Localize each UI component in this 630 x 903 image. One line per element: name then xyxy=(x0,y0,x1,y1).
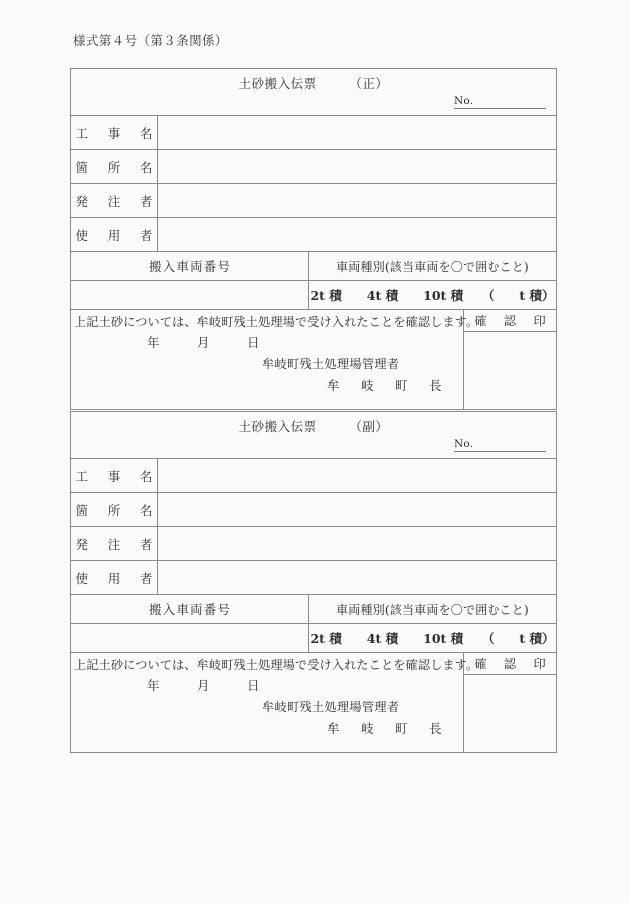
field-row-user xyxy=(71,561,556,595)
label-vehicle-number: 搬入車両番号 xyxy=(71,595,309,623)
confirmation-text-block xyxy=(71,653,479,752)
field-row-construction-name xyxy=(71,116,556,150)
value-user[interactable] xyxy=(158,218,556,251)
confirmation-text-block xyxy=(71,310,479,409)
label-user: 使 用 者 xyxy=(71,561,158,594)
field-row-orderer xyxy=(71,527,556,561)
confirmation-row xyxy=(71,653,556,752)
form-number-heading: 様式第４号（第３条関係） xyxy=(73,33,228,48)
slip-copy xyxy=(70,411,557,753)
confirmation-row xyxy=(71,310,556,409)
vehicle-header-row xyxy=(71,595,556,624)
confirmation-mayor-title: 牟 岐 町 長 xyxy=(327,378,447,393)
label-construction-name: 工 事 名 xyxy=(71,116,158,149)
slip-title: 土砂搬入伝票 （副） xyxy=(238,419,389,434)
label-vehicle-type: 車両種別(該当車両を〇で囲むこと) xyxy=(336,259,529,274)
vehicle-value-row xyxy=(71,624,556,653)
slip-title-row xyxy=(71,412,556,459)
slip-original xyxy=(70,68,557,410)
confirmation-date-line[interactable]: 年 月 日 xyxy=(147,678,260,693)
slip-title: 土砂搬入伝票 （正） xyxy=(238,76,389,91)
field-row-orderer xyxy=(71,184,556,218)
field-row-construction-name xyxy=(71,459,556,493)
vehicle-value-row xyxy=(71,281,556,310)
value-construction-name[interactable] xyxy=(158,116,556,149)
label-vehicle-type: 車両種別(該当車両を〇で囲むこと) xyxy=(336,602,529,617)
value-construction-name[interactable] xyxy=(158,459,556,492)
label-location-name: 箇 所 名 xyxy=(71,493,158,526)
confirmation-manager-title: 牟岐町残土処理場管理者 xyxy=(262,700,400,714)
value-vehicle-number[interactable] xyxy=(71,281,309,309)
value-user[interactable] xyxy=(158,561,556,594)
value-location-name[interactable] xyxy=(158,493,556,526)
label-location-name: 箇 所 名 xyxy=(71,150,158,183)
stamp-header-label: 確 認 印 xyxy=(464,653,556,675)
confirmation-manager-title: 牟岐町残土処理場管理者 xyxy=(262,357,400,371)
value-vehicle-number[interactable] xyxy=(71,624,309,652)
label-vehicle-number: 搬入車両番号 xyxy=(71,252,309,280)
slip-no-field[interactable] xyxy=(454,438,546,452)
value-orderer[interactable] xyxy=(158,527,556,560)
vehicle-header-row xyxy=(71,252,556,281)
confirmation-date-line[interactable]: 年 月 日 xyxy=(147,335,260,350)
slip-no-label: No. xyxy=(454,438,474,450)
value-orderer[interactable] xyxy=(158,184,556,217)
confirmation-sentence: 上記土砂については、牟岐町残土処理場で受け入れたことを確認します。 xyxy=(74,658,479,672)
field-row-user xyxy=(71,218,556,252)
vehicle-type-options[interactable]: 2t 積 4t 積 10t 積 （ t 積） xyxy=(310,631,555,646)
label-orderer: 発 注 者 xyxy=(71,527,158,560)
confirmation-mayor-title: 牟 岐 町 長 xyxy=(327,721,447,736)
label-user: 使 用 者 xyxy=(71,218,158,251)
confirmation-sentence: 上記土砂については、牟岐町残土処理場で受け入れたことを確認します。 xyxy=(74,315,479,329)
slip-no-field[interactable] xyxy=(454,95,546,109)
slip-no-label: No. xyxy=(454,95,474,107)
label-construction-name: 工 事 名 xyxy=(71,459,158,492)
stamp-area[interactable] xyxy=(464,675,556,752)
vehicle-type-options[interactable]: 2t 積 4t 積 10t 積 （ t 積） xyxy=(310,288,555,303)
label-orderer: 発 注 者 xyxy=(71,184,158,217)
stamp-header-label: 確 認 印 xyxy=(464,310,556,332)
value-location-name[interactable] xyxy=(158,150,556,183)
field-row-location-name xyxy=(71,150,556,184)
field-row-location-name xyxy=(71,493,556,527)
stamp-area[interactable] xyxy=(464,332,556,409)
slip-title-row xyxy=(71,69,556,116)
